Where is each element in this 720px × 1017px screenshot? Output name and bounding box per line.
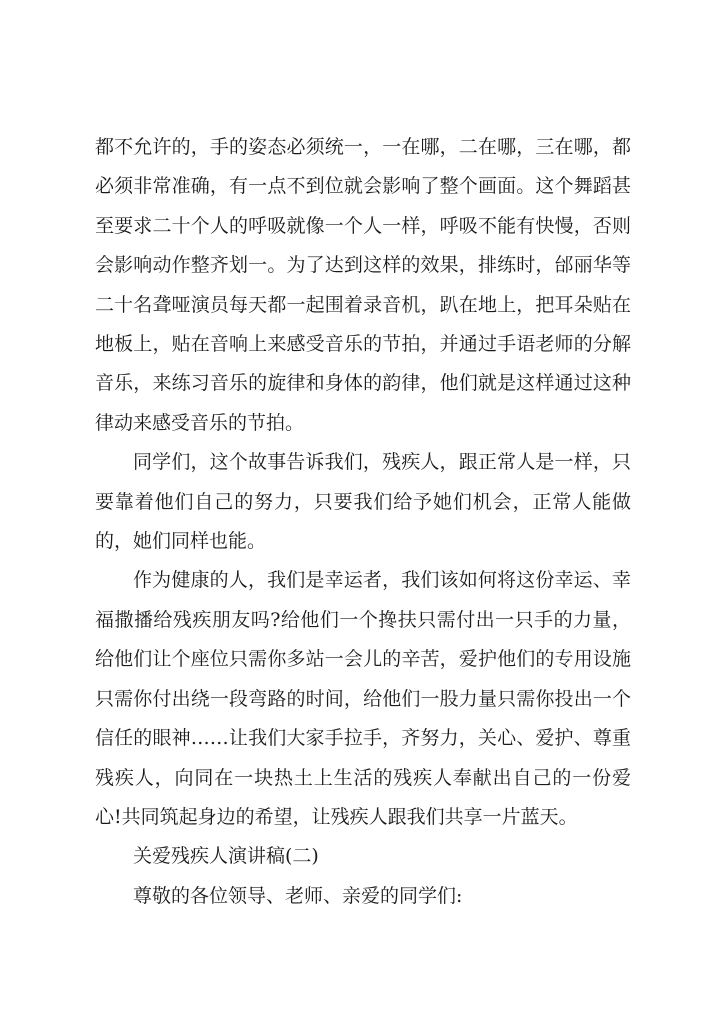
salutation: 尊敬的各位领导、老师、亲爱的同学们: <box>133 884 463 907</box>
section-heading: 关爱残疾人演讲稿(二) <box>133 845 319 868</box>
paragraph-continuation: 都不允许的，手的姿态必须统一，一在哪，二在哪，三在哪，都必须非常准确，有一点不到位就会影响了整个画面。这个舞蹈甚至要求二十个人的呼吸就像一个人一样，呼吸不能有快慢，否则会影响动作整齐划一。为了达到这样的效果，排练时，邰丽华等二十名聋哑演员每天都一起围着录音机，趴在地上，把耳朵贴在地板上，贴在音响上来感受音乐的节拍，并通过手语老师的分解音乐，来练习音乐的旋律和身体的韵律，他们就是这样通过这种律动来感受音乐的节拍。 <box>95 136 631 434</box>
paragraph-call-to-action: 作为健康的人，我们是幸运者，我们该如何将这份幸运、幸福撒播给残疾朋友吗?给他们一个搀扶只需付出一只手的力量，给他们让个座位只需你多站一会儿的辛苦，爱护他们的专用设施只需你付出绕一段弯路的时间，给他们一股力量只需你投出一个信任的眼神……让我们大家手拉手，齐努力，关心、爱护、尊重残疾人，向同在一块热土上生活的残疾人奉献出自己的一份爱心!共同筑起身边的希望，让残疾人跟我们共享一片蓝天。 <box>95 569 631 828</box>
paragraph-story-lesson: 同学们，这个故事告诉我们，残疾人，跟正常人是一样，只要靠着他们自己的努力，只要我们给予她们机会，正常人能做的，她们同样也能。 <box>95 451 631 553</box>
document-body <box>95 128 631 916</box>
